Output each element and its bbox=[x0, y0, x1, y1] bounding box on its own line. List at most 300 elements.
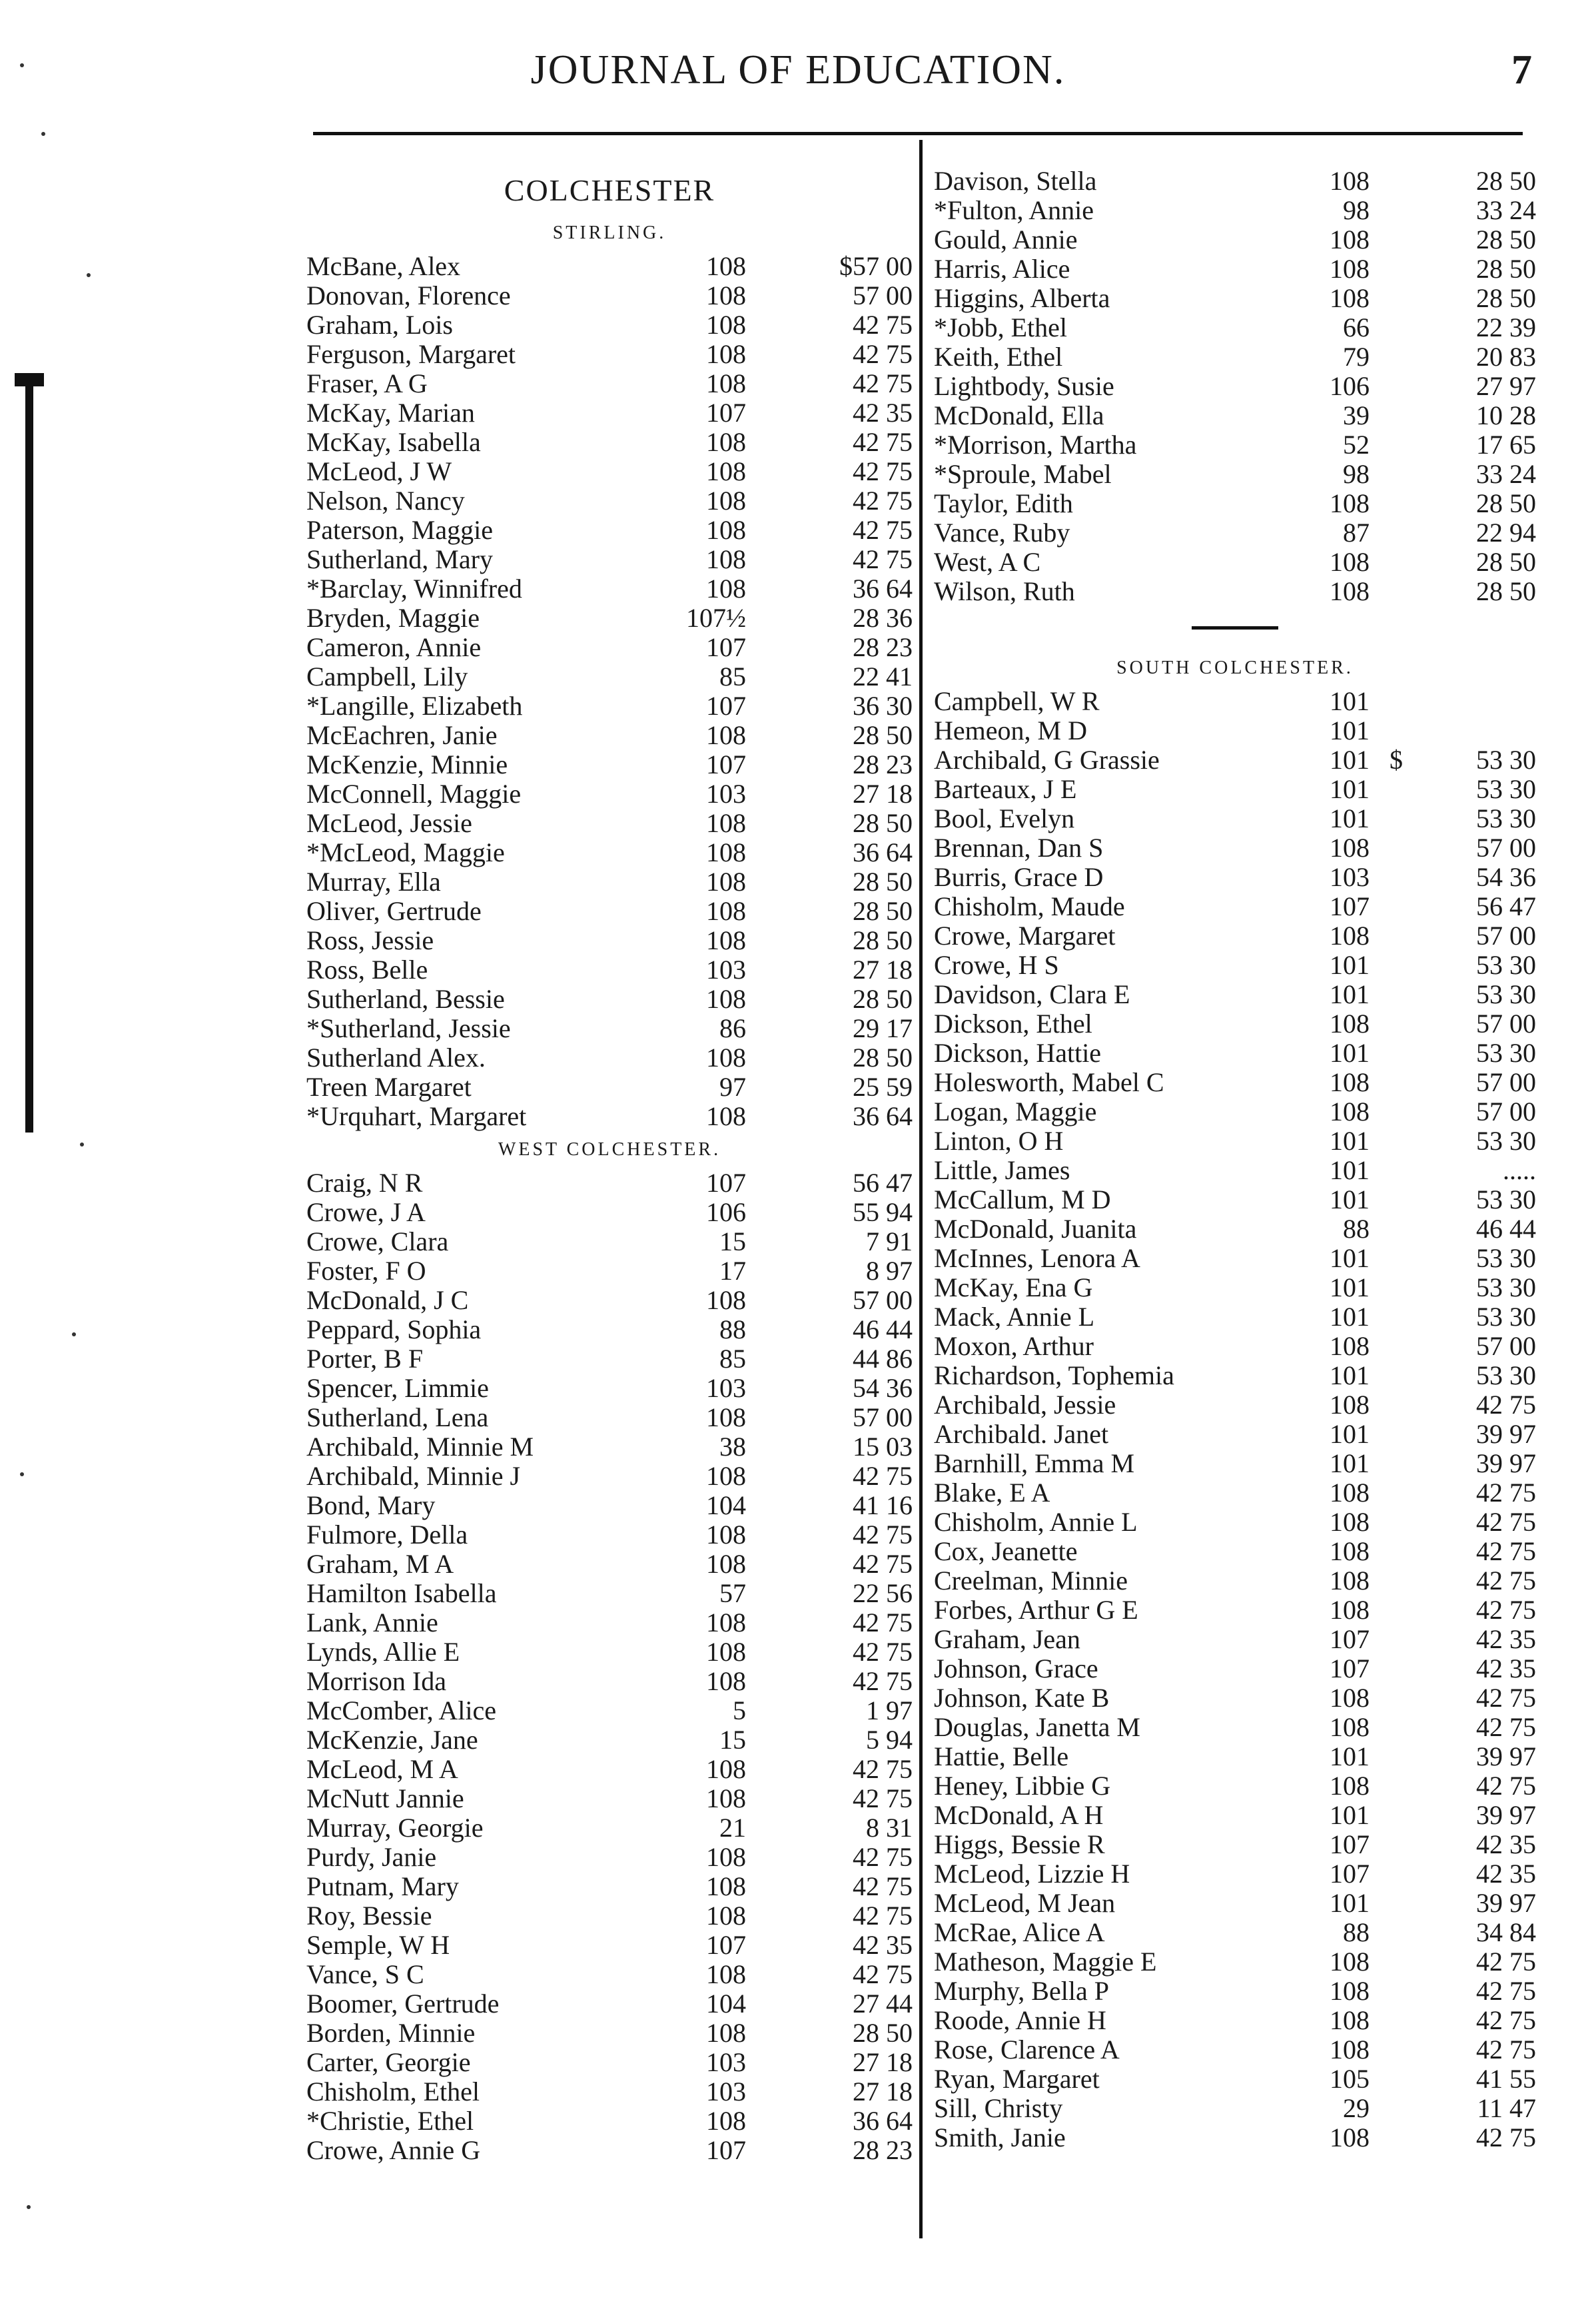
entry-days: 101 bbox=[1330, 950, 1370, 980]
entry-amount: 53 30 bbox=[1476, 1184, 1536, 1214]
list-row bbox=[934, 1596, 1536, 1625]
entry-days: 15 bbox=[719, 1226, 746, 1256]
entry-amount: 53 30 bbox=[1476, 1302, 1536, 1332]
entry-days: 101 bbox=[1330, 1360, 1370, 1390]
entry-days: 108 bbox=[706, 1461, 746, 1491]
entry-name: Peppard, Sophia bbox=[306, 1314, 482, 1344]
entry-name: Semple, W H bbox=[306, 1930, 450, 1960]
entry-amount: 42 75 bbox=[1476, 1771, 1536, 1801]
section-title: COLCHESTER bbox=[504, 173, 715, 207]
list-row bbox=[306, 1403, 913, 1432]
list-row bbox=[934, 1478, 1536, 1508]
speck bbox=[20, 63, 24, 67]
entry-days: 103 bbox=[706, 1373, 746, 1403]
list-row bbox=[306, 1637, 913, 1667]
entry-days: 52 bbox=[1343, 430, 1370, 460]
entry-name: Johnson, Grace bbox=[934, 1653, 1098, 1683]
list-row bbox=[934, 1713, 1536, 1742]
entry-days: 104 bbox=[706, 1989, 746, 2019]
entry-name: Hattie, Belle bbox=[934, 1741, 1069, 1771]
list-row bbox=[934, 1361, 1536, 1390]
entry-amount: 57 00 bbox=[853, 1285, 913, 1315]
entry-days: 108 bbox=[1330, 1771, 1370, 1801]
entry-days: 108 bbox=[1330, 1331, 1370, 1361]
entry-name: Bool, Evelyn bbox=[934, 803, 1075, 833]
entry-days: 107 bbox=[1330, 891, 1370, 921]
entry-name: Archibald, G Grassie bbox=[934, 745, 1160, 775]
list-row bbox=[934, 167, 1536, 196]
entry-amount: 17 65 bbox=[1476, 430, 1536, 460]
entry-amount: 42 75 bbox=[1476, 1390, 1536, 1420]
list-row bbox=[306, 574, 913, 604]
entry-name: Johnson, Kate B bbox=[934, 1683, 1110, 1713]
list-row bbox=[306, 1667, 913, 1696]
entry-amount: 28 50 bbox=[853, 1043, 913, 1073]
list-row bbox=[306, 1102, 913, 1131]
entry-days: 107 bbox=[1330, 1624, 1370, 1654]
entry-name: Fraser, A G bbox=[306, 368, 428, 398]
entry-name: Crowe, H S bbox=[934, 950, 1059, 980]
entry-days: 101 bbox=[1330, 1155, 1370, 1185]
entry-days: 108 bbox=[1330, 1009, 1370, 1039]
entry-days: 101 bbox=[1330, 1038, 1370, 1068]
entry-name: McKay, Marian bbox=[306, 398, 475, 428]
list-row bbox=[306, 1784, 913, 1813]
entry-amount: 55 94 bbox=[853, 1197, 913, 1227]
entry-days: 108 bbox=[706, 1783, 746, 1813]
entry-amount: 42 75 bbox=[1476, 1947, 1536, 1977]
entry-days: 108 bbox=[1330, 921, 1370, 951]
list-row bbox=[934, 1185, 1536, 1214]
list-row bbox=[306, 1872, 913, 1901]
entry-days: 15 bbox=[719, 1725, 746, 1755]
entry-days: 101 bbox=[1330, 1302, 1370, 1332]
entry-days: 101 bbox=[1330, 774, 1370, 804]
entry-amount: 27 18 bbox=[853, 955, 913, 985]
list-row bbox=[934, 372, 1536, 401]
entry-days: 108 bbox=[706, 1043, 746, 1073]
entry-days: 108 bbox=[1330, 1566, 1370, 1596]
entry-amount: 53 30 bbox=[1476, 803, 1536, 833]
list-row bbox=[306, 779, 913, 809]
entry-name: Douglas, Janetta M bbox=[934, 1712, 1140, 1742]
list-row bbox=[934, 1244, 1536, 1273]
entry-days: 108 bbox=[1330, 225, 1370, 254]
entry-days: 108 bbox=[706, 837, 746, 867]
entry-name: Rose, Clarence A bbox=[934, 2035, 1120, 2065]
entry-amount: 42 75 bbox=[853, 1520, 913, 1550]
entry-amount: 42 75 bbox=[1476, 1478, 1536, 1508]
list-row bbox=[306, 955, 913, 985]
entry-days: 107 bbox=[706, 398, 746, 428]
entry-name: Archibald, Jessie bbox=[934, 1390, 1116, 1420]
list-row bbox=[306, 1073, 913, 1102]
list-row bbox=[306, 750, 913, 779]
entry-name: Holesworth, Mabel C bbox=[934, 1067, 1164, 1097]
entry-days: 108 bbox=[1330, 166, 1370, 196]
entry-name: Murray, Georgie bbox=[306, 1813, 484, 1843]
entry-name: Archibald, Minnie J bbox=[306, 1461, 521, 1491]
entry-days: 79 bbox=[1343, 342, 1370, 372]
list-row bbox=[306, 1344, 913, 1374]
list-row bbox=[306, 867, 913, 897]
entry-name: Archibald, Minnie M bbox=[306, 1432, 534, 1462]
entry-amount: 8 31 bbox=[866, 1813, 913, 1843]
entry-name: Donovan, Florence bbox=[306, 280, 511, 310]
entry-amount: 42 75 bbox=[1476, 1566, 1536, 1596]
list-row bbox=[306, 516, 913, 545]
list-row bbox=[934, 2065, 1536, 2094]
entry-amount: 25 59 bbox=[853, 1072, 913, 1102]
entry-days: 108 bbox=[706, 280, 746, 310]
list-row bbox=[934, 1625, 1536, 1654]
entry-name: McInnes, Lenora A bbox=[934, 1243, 1140, 1273]
list-row bbox=[306, 369, 913, 398]
entry-name: McDonald, Juanita bbox=[934, 1214, 1137, 1244]
entry-amount: 53 30 bbox=[1476, 1360, 1536, 1390]
entry-amount: 36 30 bbox=[853, 691, 913, 721]
entry-days: 108 bbox=[706, 1901, 746, 1931]
entry-amount: 20 83 bbox=[1476, 342, 1536, 372]
list-row bbox=[934, 430, 1536, 460]
entry-days: 57 bbox=[719, 1578, 746, 1608]
entry-amount: 42 75 bbox=[853, 486, 913, 516]
entry-days: 66 bbox=[1343, 312, 1370, 342]
entry-amount: 28 23 bbox=[853, 632, 913, 662]
entry-name: Oliver, Gertrude bbox=[306, 896, 482, 926]
entry-amount: 42 75 bbox=[853, 368, 913, 398]
entry-amount: 28 50 bbox=[853, 720, 913, 750]
entry-name: Sill, Christy bbox=[934, 2093, 1063, 2123]
entry-days: 108 bbox=[1330, 1067, 1370, 1097]
entry-name: Dickson, Ethel bbox=[934, 1009, 1092, 1039]
entry-days: 39 bbox=[1343, 400, 1370, 430]
list-row bbox=[934, 1654, 1536, 1683]
list-row bbox=[306, 2106, 913, 2136]
entry-days: 106 bbox=[1330, 371, 1370, 401]
entry-name: Heney, Libbie G bbox=[934, 1771, 1111, 1801]
list-row bbox=[934, 1771, 1536, 1801]
entry-name: McKenzie, Minnie bbox=[306, 749, 508, 779]
list-row bbox=[934, 1273, 1536, 1302]
section-subtitle: STIRLING. bbox=[552, 223, 667, 243]
entry-amount: 1 97 bbox=[866, 1695, 913, 1725]
entry-amount: 22 39 bbox=[1476, 312, 1536, 342]
entry-amount: 28 23 bbox=[853, 749, 913, 779]
entry-amount: 57 00 bbox=[1476, 921, 1536, 951]
entry-amount: 42 75 bbox=[853, 1842, 913, 1872]
entry-days: 108 bbox=[706, 515, 746, 545]
entry-days: 108 bbox=[1330, 833, 1370, 863]
entry-amount: 42 75 bbox=[853, 1871, 913, 1901]
speck bbox=[87, 273, 91, 277]
entry-name: McKenzie, Jane bbox=[306, 1725, 478, 1755]
entry-name: West, A C bbox=[934, 547, 1041, 577]
entry-amount: 42 35 bbox=[853, 1930, 913, 1960]
list-row bbox=[934, 1859, 1536, 1889]
entry-name: Forbes, Arthur G E bbox=[934, 1595, 1138, 1625]
entry-amount: 42 35 bbox=[1476, 1859, 1536, 1889]
entry-name: Barteaux, J E bbox=[934, 774, 1077, 804]
entry-name: McComber, Alice bbox=[306, 1695, 496, 1725]
entry-days: 108 bbox=[706, 808, 746, 838]
list-row bbox=[306, 1725, 913, 1755]
entry-days: 101 bbox=[1330, 1448, 1370, 1478]
entry-amount: 42 75 bbox=[1476, 2122, 1536, 2152]
list-row bbox=[306, 1043, 913, 1073]
entry-days: 108 bbox=[706, 574, 746, 604]
entry-amount: 15 03 bbox=[853, 1432, 913, 1462]
page-header-title: JOURNAL OF EDUCATION. bbox=[530, 47, 1066, 93]
entry-amount: 42 75 bbox=[1476, 1683, 1536, 1713]
speck bbox=[41, 132, 45, 136]
entry-days: 108 bbox=[1330, 1712, 1370, 1742]
entry-amount: 57 00 bbox=[1476, 1097, 1536, 1127]
entry-amount: 57 00 bbox=[1476, 833, 1536, 863]
entry-days: 103 bbox=[1330, 862, 1370, 892]
entry-days: 29 bbox=[1343, 2093, 1370, 2123]
entry-days: 108 bbox=[1330, 1390, 1370, 1420]
list-row bbox=[306, 252, 913, 281]
entry-name: Smith, Janie bbox=[934, 2122, 1066, 2152]
entry-name: McLeod, Lizzie H bbox=[934, 1859, 1130, 1889]
entry-days: 108 bbox=[1330, 576, 1370, 606]
list-row bbox=[306, 545, 913, 574]
entry-amount: 28 50 bbox=[853, 2018, 913, 2048]
list-row bbox=[306, 838, 913, 867]
entry-amount: 42 75 bbox=[853, 515, 913, 545]
entry-name: Sutherland Alex. bbox=[306, 1043, 486, 1073]
entry-amount: 42 35 bbox=[1476, 1653, 1536, 1683]
entry-amount: 42 75 bbox=[853, 544, 913, 574]
entry-name: McNutt Jannie bbox=[306, 1783, 464, 1813]
list-row bbox=[934, 1449, 1536, 1478]
list-row bbox=[306, 1989, 913, 2019]
entry-days: 108 bbox=[1330, 1478, 1370, 1508]
entry-name: Chisholm, Maude bbox=[934, 891, 1125, 921]
list-row bbox=[306, 281, 913, 310]
entry-name: *Christie, Ethel bbox=[306, 2106, 474, 2136]
entry-name: Craig, N R bbox=[306, 1168, 423, 1198]
entry-name: Creelman, Minnie bbox=[934, 1566, 1128, 1596]
entry-days: 108 bbox=[1330, 254, 1370, 284]
list-row bbox=[934, 951, 1536, 980]
entry-amount: 54 36 bbox=[853, 1373, 913, 1403]
entry-amount: 53 30 bbox=[1476, 745, 1536, 775]
list-row bbox=[306, 809, 913, 838]
entry-amount: 46 44 bbox=[853, 1314, 913, 1344]
entry-amount: 42 75 bbox=[853, 1637, 913, 1667]
entry-name: Graham, Lois bbox=[306, 310, 453, 340]
list-row bbox=[306, 428, 913, 457]
list-row bbox=[934, 254, 1536, 284]
list-row bbox=[934, 716, 1536, 745]
entry-name: Dickson, Hattie bbox=[934, 1038, 1102, 1068]
list-row bbox=[306, 1931, 913, 1960]
list-row bbox=[306, 1813, 913, 1843]
entry-amount: 28 50 bbox=[853, 925, 913, 955]
list-row bbox=[306, 1462, 913, 1491]
entry-days: 108 bbox=[1330, 1595, 1370, 1625]
list-row bbox=[306, 985, 913, 1014]
entry-amount: 42 75 bbox=[853, 339, 913, 369]
entry-days: 108 bbox=[706, 251, 746, 281]
entry-days: 108 bbox=[706, 2106, 746, 2136]
list-row bbox=[306, 1843, 913, 1872]
entry-days: 108 bbox=[706, 984, 746, 1014]
entry-days: 5 bbox=[733, 1695, 746, 1725]
list-row bbox=[306, 1198, 913, 1227]
entry-name: McKay, Isabella bbox=[306, 427, 481, 457]
entry-days: 88 bbox=[1343, 1214, 1370, 1244]
entry-days: 85 bbox=[719, 1344, 746, 1374]
entry-days: 103 bbox=[706, 2076, 746, 2106]
list-row bbox=[934, 980, 1536, 1009]
entry-name: Fulmore, Della bbox=[306, 1520, 468, 1550]
entry-name: *Jobb, Ethel bbox=[934, 312, 1067, 342]
entry-days: 107 bbox=[706, 632, 746, 662]
entry-days: 108 bbox=[1330, 283, 1370, 313]
entry-name: Treen Margaret bbox=[306, 1072, 472, 1102]
list-row bbox=[934, 225, 1536, 254]
list-row bbox=[934, 196, 1536, 225]
entry-name: Matheson, Maggie E bbox=[934, 1947, 1157, 1977]
entry-name: Burris, Grace D bbox=[934, 862, 1104, 892]
list-row bbox=[306, 1491, 913, 1520]
entry-days: 107 bbox=[706, 691, 746, 721]
entry-amount: 7 91 bbox=[866, 1226, 913, 1256]
list-row bbox=[306, 897, 913, 926]
entry-name: Davidson, Clara E bbox=[934, 979, 1130, 1009]
list-row bbox=[934, 577, 1536, 606]
list-row bbox=[934, 1009, 1536, 1039]
entry-name: Sutherland, Lena bbox=[306, 1402, 489, 1432]
entry-amount: 42 75 bbox=[1476, 1507, 1536, 1537]
list-row bbox=[934, 1097, 1536, 1127]
list-row bbox=[934, 342, 1536, 372]
list-row bbox=[934, 745, 1536, 775]
entry-amount: 39 97 bbox=[1476, 1800, 1536, 1830]
list-row bbox=[306, 721, 913, 750]
entry-amount: 28 50 bbox=[1476, 166, 1536, 196]
entry-amount: 44 86 bbox=[853, 1344, 913, 1374]
entry-amount: 42 75 bbox=[853, 1608, 913, 1637]
entry-amount: 42 35 bbox=[1476, 1829, 1536, 1859]
entry-days: 108 bbox=[706, 486, 746, 516]
entry-amount: 42 75 bbox=[1476, 1976, 1536, 2006]
entry-amount: 34 84 bbox=[1476, 1917, 1536, 1947]
entry-days: 108 bbox=[706, 867, 746, 897]
entry-amount: 57 00 bbox=[853, 1402, 913, 1432]
entry-name: Sutherland, Mary bbox=[306, 544, 493, 574]
list-row bbox=[306, 1168, 913, 1198]
entry-days: 108 bbox=[706, 1608, 746, 1637]
list-row bbox=[934, 1508, 1536, 1537]
list-row bbox=[306, 2136, 913, 2165]
entry-name: McEachren, Janie bbox=[306, 720, 498, 750]
entry-name: Crowe, Annie G bbox=[306, 2135, 481, 2165]
entry-name: McLeod, M A bbox=[306, 1754, 458, 1784]
entry-amount: 41 16 bbox=[853, 1490, 913, 1520]
entry-days: 107 bbox=[1330, 1653, 1370, 1683]
list-row bbox=[306, 398, 913, 428]
entry-days: 108 bbox=[706, 456, 746, 486]
entry-days: 101 bbox=[1330, 686, 1370, 716]
entry-days: 101 bbox=[1330, 1800, 1370, 1830]
list-row bbox=[306, 1901, 913, 1931]
entry-amount: 28 50 bbox=[853, 867, 913, 897]
entry-name: Sutherland, Bessie bbox=[306, 984, 505, 1014]
entry-days: 108 bbox=[1330, 1976, 1370, 2006]
entry-days: 108 bbox=[1330, 2035, 1370, 2065]
entry-name: Higgins, Alberta bbox=[934, 283, 1110, 313]
entry-name: Purdy, Janie bbox=[306, 1842, 437, 1872]
entry-days: 108 bbox=[706, 896, 746, 926]
entry-days: 108 bbox=[706, 1520, 746, 1550]
entry-name: *Sutherland, Jessie bbox=[306, 1013, 511, 1043]
entry-amount: 39 97 bbox=[1476, 1448, 1536, 1478]
entry-amount: 53 30 bbox=[1476, 1126, 1536, 1156]
header-rule bbox=[313, 132, 1523, 135]
entry-amount: 42 75 bbox=[853, 1666, 913, 1696]
entry-amount: 53 30 bbox=[1476, 1038, 1536, 1068]
entry-name: McDonald, Ella bbox=[934, 400, 1104, 430]
entry-name: Graham, Jean bbox=[934, 1624, 1080, 1654]
list-row bbox=[306, 662, 913, 692]
entry-days: 108 bbox=[1330, 1507, 1370, 1537]
entry-name: Boomer, Gertrude bbox=[306, 1989, 500, 2019]
entry-days: 101 bbox=[1330, 803, 1370, 833]
entry-days: 108 bbox=[706, 310, 746, 340]
entry-amount: 53 30 bbox=[1476, 979, 1536, 1009]
entry-amount: 53 30 bbox=[1476, 1272, 1536, 1302]
entry-days: 108 bbox=[706, 925, 746, 955]
list-row bbox=[934, 2035, 1536, 2065]
list-row bbox=[934, 1889, 1536, 1918]
entry-days: 108 bbox=[706, 544, 746, 574]
entry-name: Hemeon, M D bbox=[934, 715, 1087, 745]
entry-name: Morrison Ida bbox=[306, 1666, 446, 1696]
entry-name: Crowe, Clara bbox=[306, 1226, 449, 1256]
entry-name: *Fulton, Annie bbox=[934, 195, 1094, 225]
entry-name: Mack, Annie L bbox=[934, 1302, 1095, 1332]
entry-days: 108 bbox=[706, 1754, 746, 1784]
entry-name: Hamilton Isabella bbox=[306, 1578, 497, 1608]
list-row bbox=[934, 1537, 1536, 1566]
entry-days: 108 bbox=[706, 1666, 746, 1696]
list-row bbox=[306, 926, 913, 955]
list-row bbox=[934, 284, 1536, 313]
entry-days: 108 bbox=[706, 1959, 746, 1989]
list-row bbox=[934, 1683, 1536, 1713]
entry-days: 87 bbox=[1343, 518, 1370, 548]
list-row bbox=[306, 2077, 913, 2106]
entry-days: 108 bbox=[1330, 1097, 1370, 1127]
entry-days: 108 bbox=[706, 1101, 746, 1131]
entry-amount: 57 00 bbox=[1476, 1009, 1536, 1039]
entry-name: McLeod, M Jean bbox=[934, 1888, 1116, 1918]
list-row bbox=[934, 892, 1536, 921]
list-row bbox=[934, 548, 1536, 577]
entry-days: 103 bbox=[706, 955, 746, 985]
list-row bbox=[934, 687, 1536, 716]
entry-name: Bond, Mary bbox=[306, 1490, 436, 1520]
entry-days: 108 bbox=[1330, 2122, 1370, 2152]
entry-amount: 42 75 bbox=[853, 1461, 913, 1491]
entry-days: 107½ bbox=[686, 603, 746, 633]
entry-days: 101 bbox=[1330, 715, 1370, 745]
entry-amount: 41 55 bbox=[1476, 2064, 1536, 2094]
